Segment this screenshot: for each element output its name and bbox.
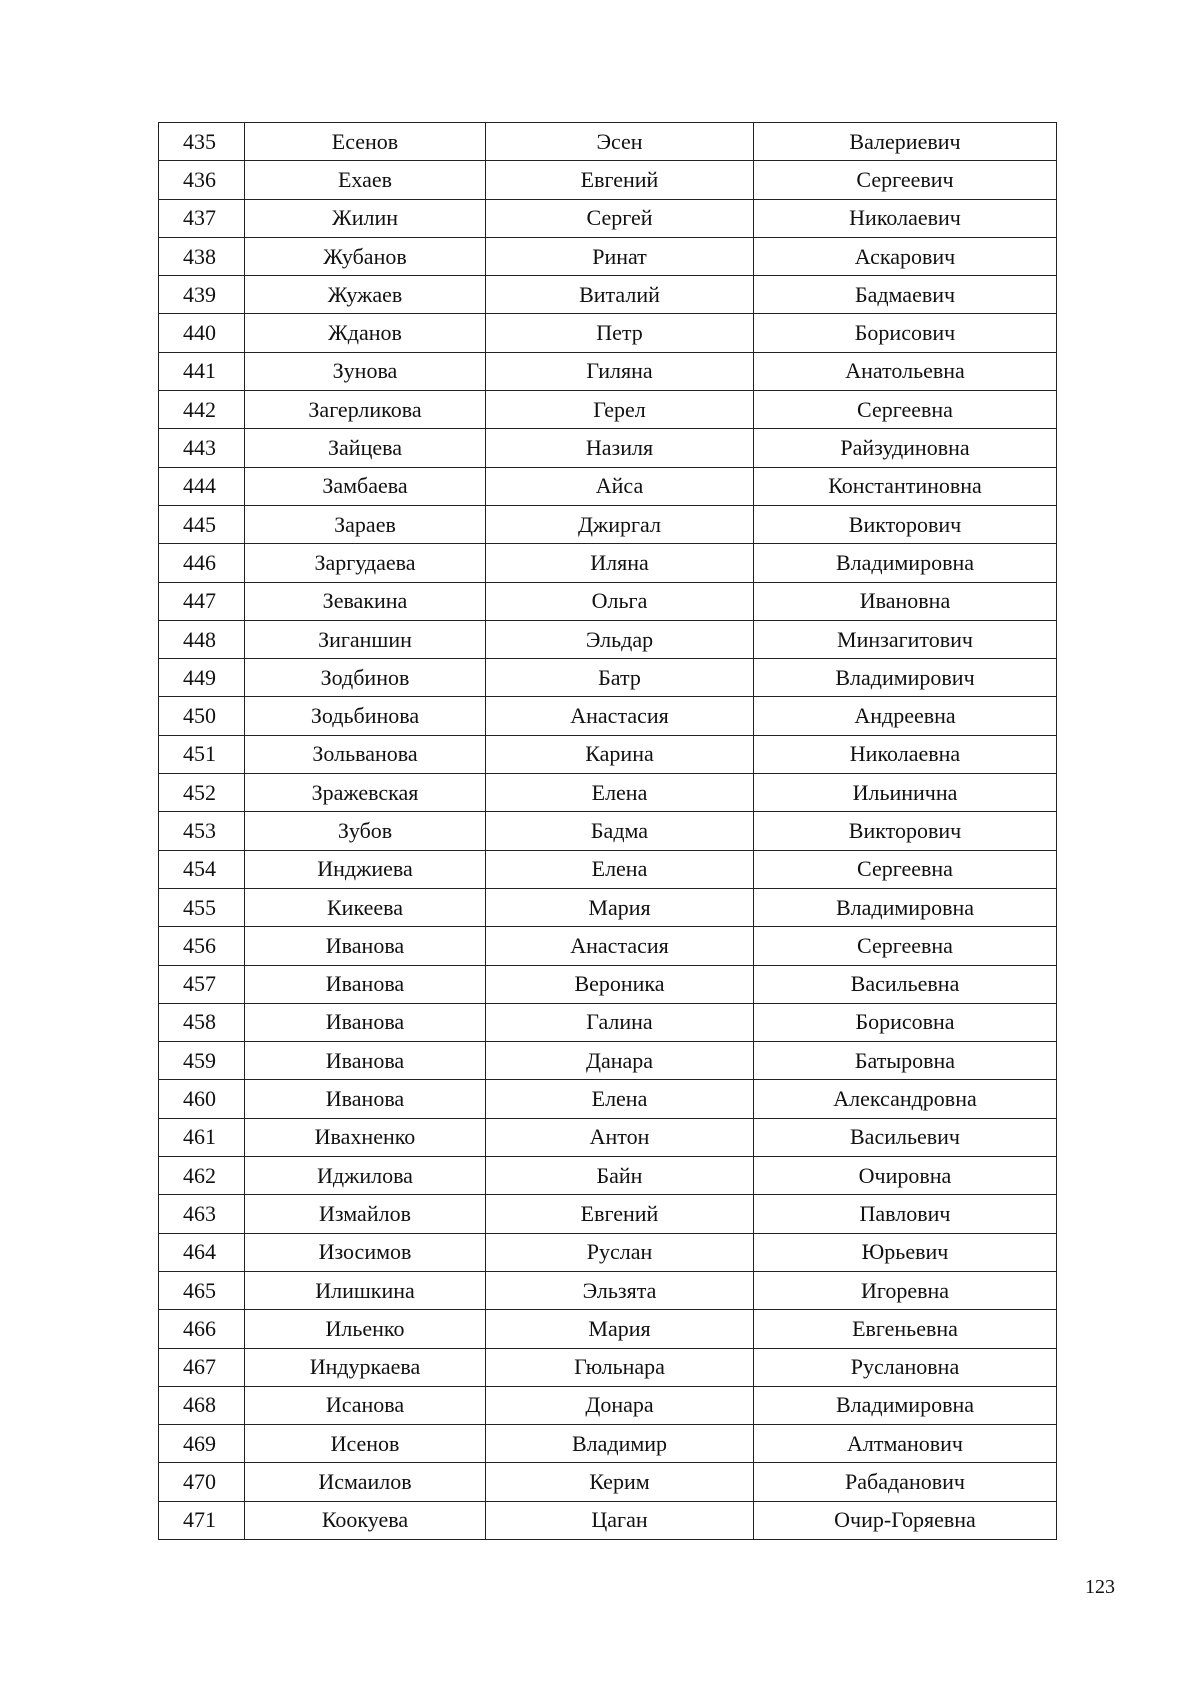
patronymic-cell: Райзудиновна	[754, 429, 1057, 467]
first-name-cell: Цаган	[486, 1501, 754, 1539]
table-row	[159, 1042, 1057, 1080]
row-number-cell: 437	[159, 199, 245, 237]
patronymic-cell: Алтманович	[754, 1425, 1057, 1463]
first-name-cell: Владимир	[486, 1425, 754, 1463]
row-number-cell: 469	[159, 1425, 245, 1463]
row-number-cell: 447	[159, 582, 245, 620]
first-name-cell: Гюльнара	[486, 1348, 754, 1386]
first-name-cell: Ринат	[486, 237, 754, 275]
patronymic-cell: Очировна	[754, 1157, 1057, 1195]
row-number-cell: 448	[159, 620, 245, 658]
table-row	[159, 1118, 1057, 1156]
row-number-cell: 439	[159, 276, 245, 314]
table-row	[159, 812, 1057, 850]
patronymic-cell: Владимирович	[754, 659, 1057, 697]
table-row	[159, 659, 1057, 697]
first-name-cell: Вероника	[486, 965, 754, 1003]
patronymic-cell: Сергеевич	[754, 161, 1057, 199]
surname-cell: Исмаилов	[245, 1463, 486, 1501]
surname-cell: Изосимов	[245, 1233, 486, 1271]
row-number-cell: 466	[159, 1310, 245, 1348]
table-row	[159, 199, 1057, 237]
first-name-cell: Иляна	[486, 544, 754, 582]
table-row	[159, 1425, 1057, 1463]
surname-cell: Жужаев	[245, 276, 486, 314]
first-name-cell: Джиргал	[486, 505, 754, 543]
table-row	[159, 352, 1057, 390]
patronymic-cell: Андреевна	[754, 697, 1057, 735]
first-name-cell: Антон	[486, 1118, 754, 1156]
surname-cell: Иванова	[245, 965, 486, 1003]
patronymic-cell: Васильевич	[754, 1118, 1057, 1156]
row-number-cell: 443	[159, 429, 245, 467]
row-number-cell: 446	[159, 544, 245, 582]
patronymic-cell: Викторович	[754, 812, 1057, 850]
first-name-cell: Галина	[486, 1003, 754, 1041]
row-number-cell: 453	[159, 812, 245, 850]
first-name-cell: Бадма	[486, 812, 754, 850]
row-number-cell: 462	[159, 1157, 245, 1195]
first-name-cell: Мария	[486, 1310, 754, 1348]
surname-cell: Загерликова	[245, 391, 486, 429]
first-name-cell: Анастасия	[486, 697, 754, 735]
first-name-cell: Елена	[486, 1080, 754, 1118]
surname-cell: Зражевская	[245, 774, 486, 812]
first-name-cell: Эльзята	[486, 1271, 754, 1309]
row-number-cell: 456	[159, 927, 245, 965]
surname-cell: Иванова	[245, 927, 486, 965]
first-name-cell: Эльдар	[486, 620, 754, 658]
surname-cell: Жилин	[245, 199, 486, 237]
first-name-cell: Донара	[486, 1386, 754, 1424]
row-number-cell: 451	[159, 735, 245, 773]
patronymic-cell: Викторович	[754, 505, 1057, 543]
row-number-cell: 445	[159, 505, 245, 543]
first-name-cell: Карина	[486, 735, 754, 773]
patronymic-cell: Васильевна	[754, 965, 1057, 1003]
table-row	[159, 1386, 1057, 1424]
first-name-cell: Назиля	[486, 429, 754, 467]
patronymic-cell: Александровна	[754, 1080, 1057, 1118]
table-row	[159, 774, 1057, 812]
table-row	[159, 1310, 1057, 1348]
row-number-cell: 450	[159, 697, 245, 735]
surname-cell: Илишкина	[245, 1271, 486, 1309]
surname-cell: Иджилова	[245, 1157, 486, 1195]
row-number-cell: 435	[159, 123, 245, 161]
table-row	[159, 888, 1057, 926]
surname-cell: Заргудаева	[245, 544, 486, 582]
row-number-cell: 438	[159, 237, 245, 275]
patronymic-cell: Игоревна	[754, 1271, 1057, 1309]
surname-cell: Зиганшин	[245, 620, 486, 658]
row-number-cell: 449	[159, 659, 245, 697]
first-name-cell: Анастасия	[486, 927, 754, 965]
table-row	[159, 1463, 1057, 1501]
row-number-cell: 464	[159, 1233, 245, 1271]
row-number-cell: 454	[159, 850, 245, 888]
surname-cell: Иванова	[245, 1042, 486, 1080]
patronymic-cell: Владимировна	[754, 888, 1057, 926]
surname-cell: Иванова	[245, 1080, 486, 1118]
table-row	[159, 505, 1057, 543]
patronymic-cell: Николаевна	[754, 735, 1057, 773]
first-name-cell: Евгений	[486, 1195, 754, 1233]
row-number-cell: 458	[159, 1003, 245, 1041]
table-row	[159, 391, 1057, 429]
surname-cell: Зольванова	[245, 735, 486, 773]
surname-cell: Исенов	[245, 1425, 486, 1463]
table-row	[159, 161, 1057, 199]
first-name-cell: Ольга	[486, 582, 754, 620]
surname-cell: Замбаева	[245, 467, 486, 505]
patronymic-cell: Минзагитович	[754, 620, 1057, 658]
row-number-cell: 441	[159, 352, 245, 390]
patronymic-cell: Павлович	[754, 1195, 1057, 1233]
first-name-cell: Виталий	[486, 276, 754, 314]
table-row	[159, 1080, 1057, 1118]
surname-cell: Ехаев	[245, 161, 486, 199]
row-number-cell: 468	[159, 1386, 245, 1424]
table-row	[159, 544, 1057, 582]
patronymic-cell: Батыровна	[754, 1042, 1057, 1080]
first-name-cell: Гиляна	[486, 352, 754, 390]
surname-cell: Измайлов	[245, 1195, 486, 1233]
table-row	[159, 965, 1057, 1003]
row-number-cell: 465	[159, 1271, 245, 1309]
table-row	[159, 1348, 1057, 1386]
surname-cell: Коокуева	[245, 1501, 486, 1539]
patronymic-cell: Ивановна	[754, 582, 1057, 620]
row-number-cell: 455	[159, 888, 245, 926]
table-row	[159, 582, 1057, 620]
surname-cell: Жданов	[245, 314, 486, 352]
patronymic-cell: Анатольевна	[754, 352, 1057, 390]
table-row	[159, 1195, 1057, 1233]
row-number-cell: 452	[159, 774, 245, 812]
patronymic-cell: Николаевич	[754, 199, 1057, 237]
surname-cell: Зунова	[245, 352, 486, 390]
patronymic-cell: Владимировна	[754, 1386, 1057, 1424]
table-row	[159, 850, 1057, 888]
first-name-cell: Керим	[486, 1463, 754, 1501]
row-number-cell: 440	[159, 314, 245, 352]
patronymic-cell: Борисовна	[754, 1003, 1057, 1041]
surname-cell: Иванова	[245, 1003, 486, 1041]
first-name-cell: Евгений	[486, 161, 754, 199]
patronymic-cell: Аскарович	[754, 237, 1057, 275]
table-row	[159, 237, 1057, 275]
table-row	[159, 1003, 1057, 1041]
patronymic-cell: Ильинична	[754, 774, 1057, 812]
first-name-cell: Елена	[486, 850, 754, 888]
table-row	[159, 276, 1057, 314]
surname-cell: Индуркаева	[245, 1348, 486, 1386]
row-number-cell: 457	[159, 965, 245, 1003]
table-row	[159, 620, 1057, 658]
surname-cell: Зевакина	[245, 582, 486, 620]
patronymic-cell: Рабаданович	[754, 1463, 1057, 1501]
patronymic-cell: Сергеевна	[754, 391, 1057, 429]
table-row	[159, 1501, 1057, 1539]
row-number-cell: 467	[159, 1348, 245, 1386]
first-name-cell: Батр	[486, 659, 754, 697]
table-row	[159, 314, 1057, 352]
surname-cell: Есенов	[245, 123, 486, 161]
surname-cell: Инджиева	[245, 850, 486, 888]
table-row	[159, 697, 1057, 735]
patronymic-cell: Сергеевна	[754, 927, 1057, 965]
page-number: 123	[1085, 1576, 1115, 1598]
table-row	[159, 1157, 1057, 1195]
patronymic-cell: Очир-Горяевна	[754, 1501, 1057, 1539]
table-row	[159, 735, 1057, 773]
table-row	[159, 1271, 1057, 1309]
surname-cell: Зодьбинова	[245, 697, 486, 735]
surname-cell: Зодбинов	[245, 659, 486, 697]
patronymic-cell: Бадмаевич	[754, 276, 1057, 314]
first-name-cell: Герел	[486, 391, 754, 429]
first-name-cell: Данара	[486, 1042, 754, 1080]
row-number-cell: 442	[159, 391, 245, 429]
first-name-cell: Петр	[486, 314, 754, 352]
surname-cell: Кикеева	[245, 888, 486, 926]
patronymic-cell: Руслановна	[754, 1348, 1057, 1386]
patronymic-cell: Евгеньевна	[754, 1310, 1057, 1348]
surname-cell: Зараев	[245, 505, 486, 543]
first-name-cell: Сергей	[486, 199, 754, 237]
row-number-cell: 463	[159, 1195, 245, 1233]
first-name-cell: Мария	[486, 888, 754, 926]
table-row	[159, 927, 1057, 965]
table-row	[159, 429, 1057, 467]
first-name-cell: Байн	[486, 1157, 754, 1195]
surname-cell: Исанова	[245, 1386, 486, 1424]
patronymic-cell: Валериевич	[754, 123, 1057, 161]
patronymic-cell: Юрьевич	[754, 1233, 1057, 1271]
surname-cell: Зубов	[245, 812, 486, 850]
row-number-cell: 459	[159, 1042, 245, 1080]
patronymic-cell: Сергеевна	[754, 850, 1057, 888]
first-name-cell: Эсен	[486, 123, 754, 161]
surname-cell: Ивахненко	[245, 1118, 486, 1156]
first-name-cell: Руслан	[486, 1233, 754, 1271]
row-number-cell: 471	[159, 1501, 245, 1539]
row-number-cell: 470	[159, 1463, 245, 1501]
row-number-cell: 461	[159, 1118, 245, 1156]
table-row	[159, 467, 1057, 505]
names-table-body	[159, 123, 1057, 1540]
patronymic-cell: Борисович	[754, 314, 1057, 352]
first-name-cell: Айса	[486, 467, 754, 505]
row-number-cell: 444	[159, 467, 245, 505]
surname-cell: Ильенко	[245, 1310, 486, 1348]
surname-cell: Жубанов	[245, 237, 486, 275]
surname-cell: Зайцева	[245, 429, 486, 467]
table-row	[159, 1233, 1057, 1271]
table-row	[159, 123, 1057, 161]
row-number-cell: 460	[159, 1080, 245, 1118]
first-name-cell: Елена	[486, 774, 754, 812]
patronymic-cell: Константиновна	[754, 467, 1057, 505]
names-table	[158, 122, 1057, 1540]
patronymic-cell: Владимировна	[754, 544, 1057, 582]
row-number-cell: 436	[159, 161, 245, 199]
